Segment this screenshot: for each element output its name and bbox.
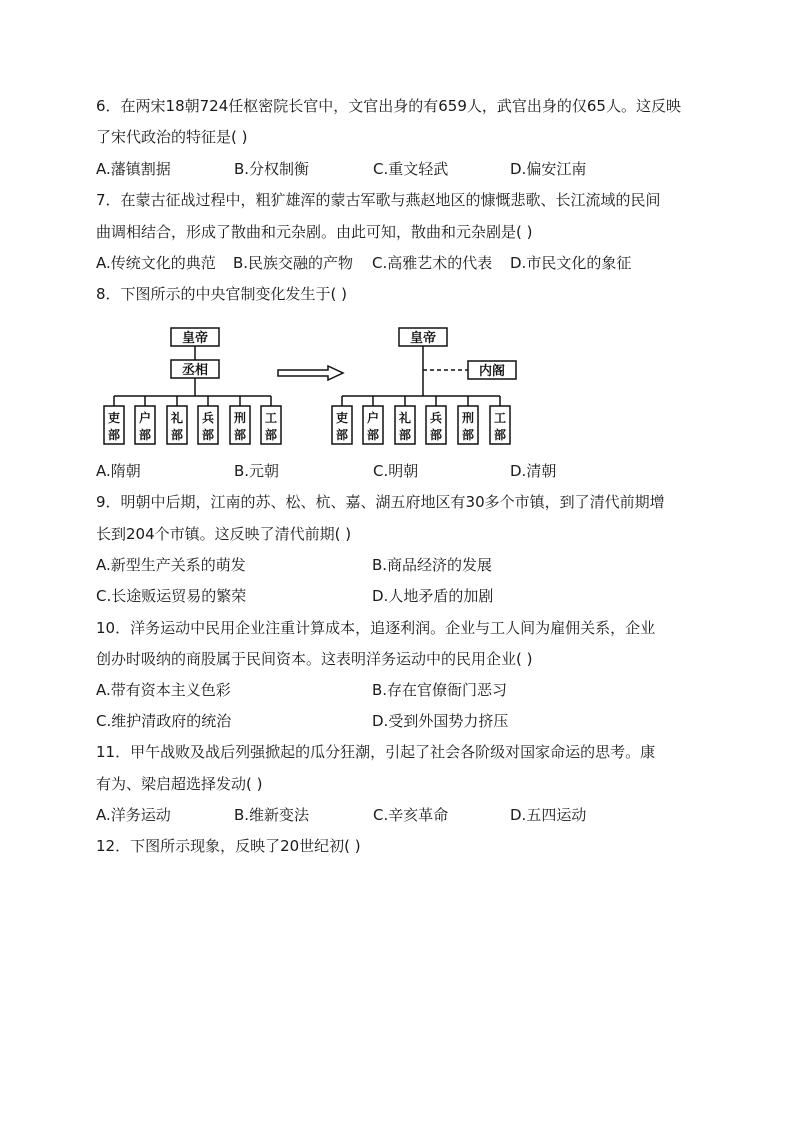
q6-option-c[interactable]: C.重文轻武	[373, 160, 449, 178]
q9-option-a[interactable]: A.新型生产关系的萌发	[96, 556, 246, 574]
q10-option-d[interactable]: D.受到外国势力挤压	[372, 712, 509, 730]
right-ministry-2-top: 户	[366, 411, 380, 425]
q6-option-a[interactable]: A.藩镇割据	[96, 160, 171, 178]
government-structure-svg	[96, 322, 521, 452]
left-ministry-5-bottom: 部	[233, 428, 247, 442]
right-ministry-6-bottom: 部	[493, 428, 507, 442]
left-ministry-2-bottom: 部	[138, 428, 152, 442]
q7-stem-line2: 曲调相结合，形成了散曲和元杂剧。由此可知，散曲和元杂剧是( )	[96, 223, 533, 241]
q9-stem-line1: 9．明朝中后期，江南的苏、松、杭、嘉、湖五府地区有30多个市镇，到了清代前期增	[96, 493, 665, 511]
q11-stem-line2: 有为、梁启超选择发动( )	[96, 775, 263, 793]
left-ministry-4-top: 兵	[201, 411, 215, 425]
left-ministry-4-bottom: 部	[201, 428, 215, 442]
right-ministry-1-top: 吏	[335, 411, 349, 425]
left-ministry-2-top: 户	[138, 411, 152, 425]
q7-option-a[interactable]: A.传统文化的典范	[96, 254, 216, 272]
left-ministry-6-top: 工	[264, 411, 278, 425]
right-ministry-4-bottom: 部	[429, 428, 443, 442]
left-ministry-1-top: 吏	[107, 411, 121, 425]
q6-option-d[interactable]: D.偏安江南	[510, 160, 587, 178]
q10-option-a[interactable]: A.带有资本主义色彩	[96, 681, 231, 699]
q9-stem-line2: 长到204个市镇。这反映了清代前期( )	[96, 525, 352, 543]
left-ministry-3-bottom: 部	[170, 428, 184, 442]
q8-option-b[interactable]: B.元朝	[234, 462, 280, 480]
right-ministry-5-bottom: 部	[461, 428, 475, 442]
q11-option-d[interactable]: D.五四运动	[510, 806, 587, 824]
q7-option-b[interactable]: B.民族交融的产物	[233, 254, 354, 272]
left-ministry-6-bottom: 部	[264, 428, 278, 442]
right-ministry-1-bottom: 部	[335, 428, 349, 442]
right-ministry-2-bottom: 部	[366, 428, 380, 442]
q11-option-c[interactable]: C.辛亥革命	[373, 806, 449, 824]
q9-option-d[interactable]: D.人地矛盾的加剧	[372, 587, 494, 605]
right-ministry-5-top: 刑	[461, 411, 475, 425]
q10-stem-line2: 创办时吸纳的商股属于民间资本。这表明洋务运动中的民用企业( )	[96, 650, 533, 668]
left-ministry-1-bottom: 部	[107, 428, 121, 442]
q10-option-c[interactable]: C.维护清政府的统治	[96, 712, 232, 730]
left-ministry-5-top: 刑	[233, 411, 247, 425]
right-emperor-label: 皇帝	[409, 331, 437, 346]
q6-stem-line1: 6．在两宋18朝724任枢密院长官中，文官出身的有659人，武官出身的仅65人。这反映	[96, 97, 681, 115]
left-emperor-label: 皇帝	[181, 331, 209, 346]
right-ministry-3-bottom: 部	[398, 428, 412, 442]
q7-option-d[interactable]: D.市民文化的象征	[510, 254, 632, 272]
q8-option-d[interactable]: D.清朝	[510, 462, 557, 480]
change-arrow	[278, 366, 343, 380]
q7-stem-line1: 7．在蒙古征战过程中，粗犷雄浑的蒙古军歌与燕赵地区的慷慨悲歌、长江流域的民间	[96, 191, 661, 209]
q10-stem-line1: 10．洋务运动中民用企业注重计算成本，追逐利润。企业与工人间为雇佣关系，企业	[96, 619, 656, 637]
cabinet-label: 内阁	[478, 364, 506, 379]
q6-option-b[interactable]: B.分权制衡	[234, 160, 310, 178]
left-ministry-3-top: 礼	[170, 411, 184, 425]
q8-stem: 8．下图所示的中央官制变化发生于( )	[96, 285, 348, 303]
q7-option-c[interactable]: C.高雅艺术的代表	[372, 254, 493, 272]
right-ministry-3-top: 礼	[398, 411, 412, 425]
q9-option-b[interactable]: B.商品经济的发展	[372, 556, 493, 574]
q11-option-a[interactable]: A.洋务运动	[96, 806, 171, 824]
q10-option-b[interactable]: B.存在官僚衙门恶习	[372, 681, 508, 699]
left-chancellor-label: 丞相	[181, 363, 209, 378]
q12-stem: 12．下图所示现象，反映了20世纪初( )	[96, 837, 361, 855]
q11-option-b[interactable]: B.维新变法	[234, 806, 310, 824]
q11-stem-line1: 11．甲午战败及战后列强掀起的瓜分狂潮，引起了社会各阶级对国家命运的思考。康	[96, 743, 656, 761]
q6-stem-line2: 了宋代政治的特征是( )	[96, 128, 248, 146]
government-structure-diagram	[96, 322, 521, 452]
q8-option-a[interactable]: A.隋朝	[96, 462, 141, 480]
q9-option-c[interactable]: C.长途贩运贸易的繁荣	[96, 587, 247, 605]
right-ministry-4-top: 兵	[429, 411, 443, 425]
q8-option-c[interactable]: C.明朝	[373, 462, 419, 480]
right-ministry-6-top: 工	[493, 411, 507, 425]
